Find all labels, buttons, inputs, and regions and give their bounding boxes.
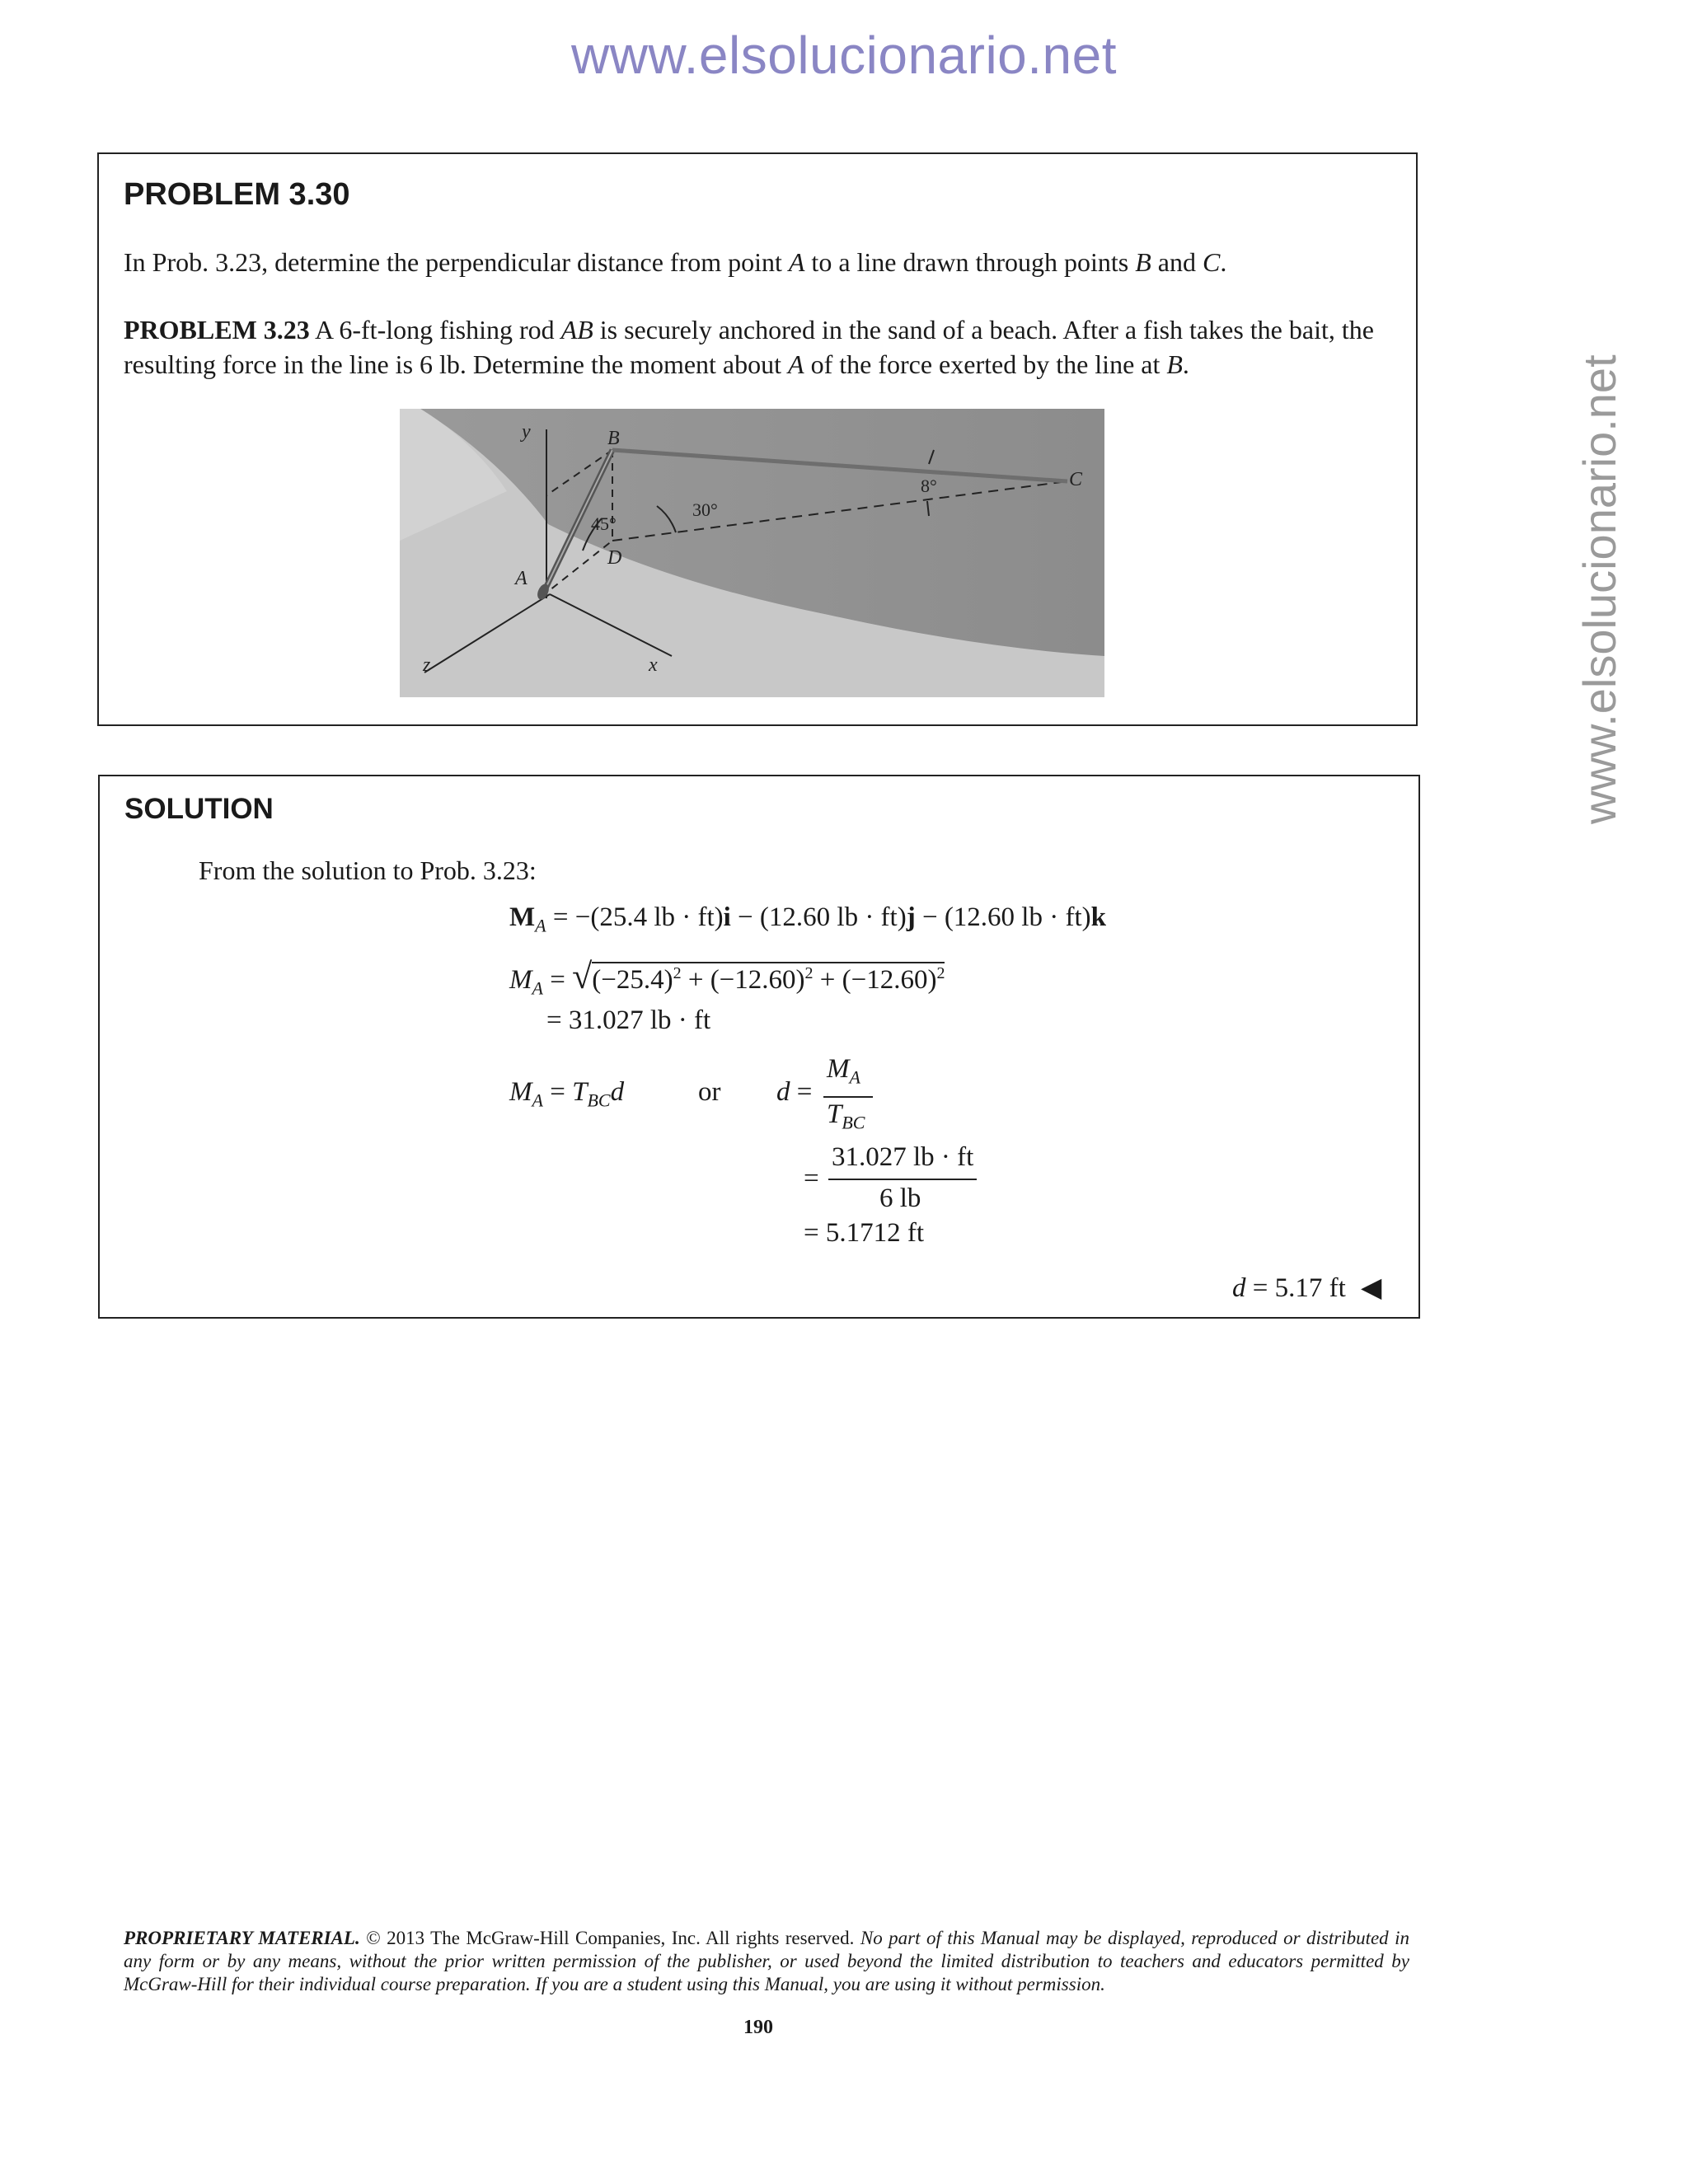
solution-intro: From the solution to Prob. 3.23: [199,855,537,885]
watermark-side: www.elsolucionario.net [1573,354,1625,824]
solution-title: SOLUTION [124,793,274,825]
answer-marker-icon: ◀ [1361,1273,1382,1303]
page-number: 190 [743,2017,773,2038]
label-y: y [522,421,531,443]
problem-box [97,152,1418,726]
distance-formula-lhs: d = [776,1077,813,1107]
footer-copyright: © 2013 The McGraw-Hill Companies, Inc. All rights reserved. [366,1928,855,1948]
problem-title: PROBLEM 3.30 [124,177,350,212]
distance-result: = 5.1712 ft [804,1218,925,1248]
distance-formula-denominator: $T_{BC}$ [827,1099,865,1133]
distance-denominator: 6 lb [879,1183,921,1213]
label-z: z [423,654,431,676]
label-c: C [1069,469,1083,490]
moment-vector-equation: $M_A = -(25.4$ lb · ft)i − (12.60 lb · ft)j − (12.60 lb · ft)k [509,902,1106,936]
or-text: or [698,1077,721,1107]
distance-numerator: 31.027 lb · ft [832,1142,974,1172]
moment-magnitude-result: = 31.027 lb · ft [546,1005,711,1035]
label-b: B [607,428,620,449]
fraction-equals: = [804,1164,819,1193]
angle-30: 30° [692,499,718,520]
label-a: A [515,568,528,589]
angle-45: 45° [591,513,617,534]
reference-problem-label: PROBLEM 3.23 [124,315,310,344]
footer-permission-notice: No part of this Manual may be displayed, reproduced or distributed in any form or by any means, without the prior written permission of the publisher, or used beyond the limited distribution to teachers and educators permitted by McGraw-Hill for their individual course preparation. If you are a student using this Manual, you are using it without permission. [124,1928,1410,1994]
distance-relation: $M_A = T_{BC}d$ [509,1077,625,1111]
label-d: D [607,547,622,569]
distance-formula-numerator: $M_A$ [827,1054,860,1088]
label-x: x [649,654,658,676]
problem-statement: In Prob. 3.23, determine the perpendicular distance from point A to a line drawn through points B and C. [124,247,1227,277]
footer-label: PROPRIETARY MATERIAL. [124,1928,360,1948]
fishing-rod-figure [400,409,1104,697]
footer-notice [124,1927,1409,1996]
moment-magnitude-equation: $M_A = √(-25.4)^2 + (-12.60)^2 + (-12.60)^2$ [509,956,945,999]
angle-8: 8° [921,476,937,496]
reference-problem: PROBLEM 3.23 A 6-ft-long fishing rod AB is securely anchored in the sand of a beach. After a fish takes the bait, the resulting force in the line is 6 lb. Determine the moment about A of the force exerted by the line at B. [124,315,1374,379]
solution-box [98,775,1420,1319]
final-answer: d = 5.17 ft ◀ [1232,1273,1382,1303]
watermark-top: www.elsolucionario.net [571,26,1117,85]
